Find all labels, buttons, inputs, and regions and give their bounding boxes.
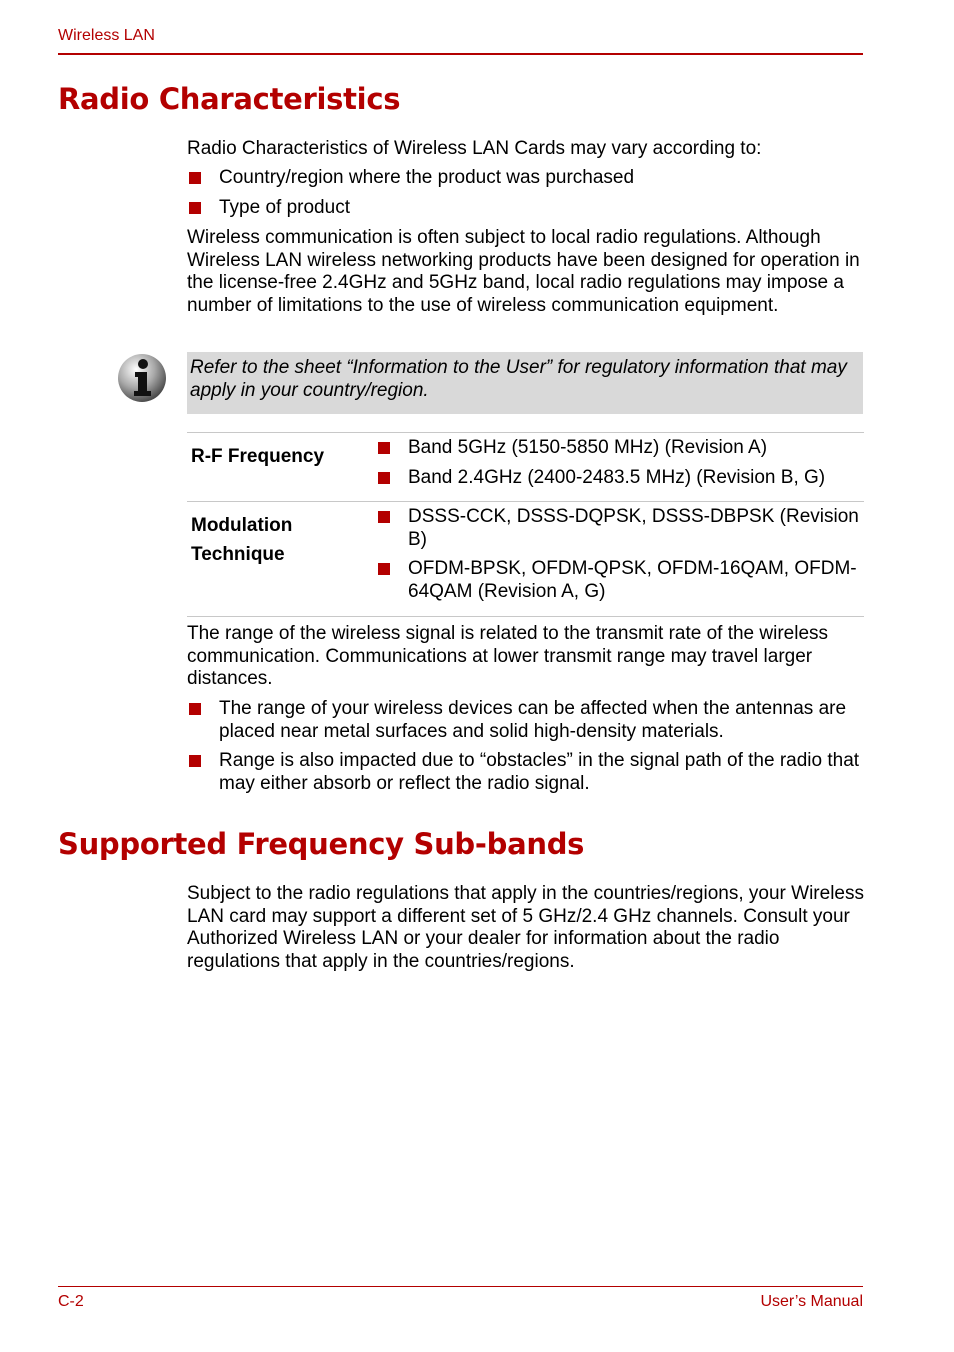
bullet-square-icon (189, 202, 201, 214)
list-item: Band 2.4GHz (2400-2483.5 MHz) (Revision B, G) (376, 467, 864, 490)
list-item: Range is also impacted due to “obstacles” in the signal path of the radio that may either absorb or reflect the radio signal. (187, 750, 867, 795)
list-item: DSSS-CCK, DSSS-DQPSK, DSSS-DBPSK (Revision B) (376, 506, 864, 551)
frequency-list (376, 437, 864, 489)
note-box (187, 352, 863, 414)
bullet-square-icon (378, 442, 390, 454)
bullet-square-icon (378, 472, 390, 484)
section-title-subbands: Supported Frequency Sub-bands (58, 827, 585, 861)
range-list (187, 698, 867, 795)
modulation-list (376, 506, 864, 603)
regulation-paragraph: Wireless communication is often subject to local radio regulations. Although Wireless LAN wireless networking products have been designed for operation in the license-free 2.4GHz and 5GHz band, local radio regulations may impose a number of limitations to the use of wireless communication equipment. (187, 227, 860, 316)
bullet-square-icon (189, 703, 201, 715)
row-label-frequency: R-F Frequency (191, 446, 325, 467)
note-text: Refer to the sheet “Information to the User” for regulatory information that may apply in your country/region. (190, 357, 847, 401)
range-paragraph: The range of the wireless signal is related to the transmit rate of the wireless communication. Communications at lower transmit range may travel larger distances. (187, 623, 829, 689)
info-icon (116, 352, 168, 404)
page-number: C-2 (58, 1293, 84, 1310)
bullet-square-icon (378, 511, 390, 523)
bullet-square-icon (189, 755, 201, 767)
section-title-radio: Radio Characteristics (58, 82, 401, 116)
table-rule (187, 501, 864, 502)
footer-rule (58, 1286, 863, 1287)
list-item: OFDM-BPSK, OFDM-QPSK, OFDM-16QAM, OFDM-64QAM (Revision A, G) (376, 558, 864, 603)
table-rule (187, 432, 864, 433)
list-item: Band 5GHz (5150-5850 MHz) (Revision A) (376, 437, 864, 460)
header-rule (58, 53, 863, 55)
running-header: Wireless LAN (58, 27, 155, 44)
factor-list (187, 167, 867, 219)
list-item: The range of your wireless devices can be affected when the antennas are placed near metal surfaces and solid high-density materials. (187, 698, 867, 743)
list-item: Country/region where the product was purchased (187, 167, 867, 190)
bullet-square-icon (378, 563, 390, 575)
list-item: Type of product (187, 197, 867, 220)
row-label-modulation: Modulation Technique (191, 515, 293, 565)
bullet-square-icon (189, 172, 201, 184)
table-rule (187, 616, 864, 617)
manual-title: User’s Manual (760, 1293, 863, 1310)
radio-intro: Radio Characteristics of Wireless LAN Cards may vary according to: (187, 138, 762, 159)
subbands-paragraph: Subject to the radio regulations that apply in the countries/regions, your Wireless LAN card may support a different set of 5 GHz/2.4 GHz channels. Consult your Authorized Wireless LAN or your dealer for information about the radio regulations that apply in the countries/regions. (187, 883, 864, 972)
